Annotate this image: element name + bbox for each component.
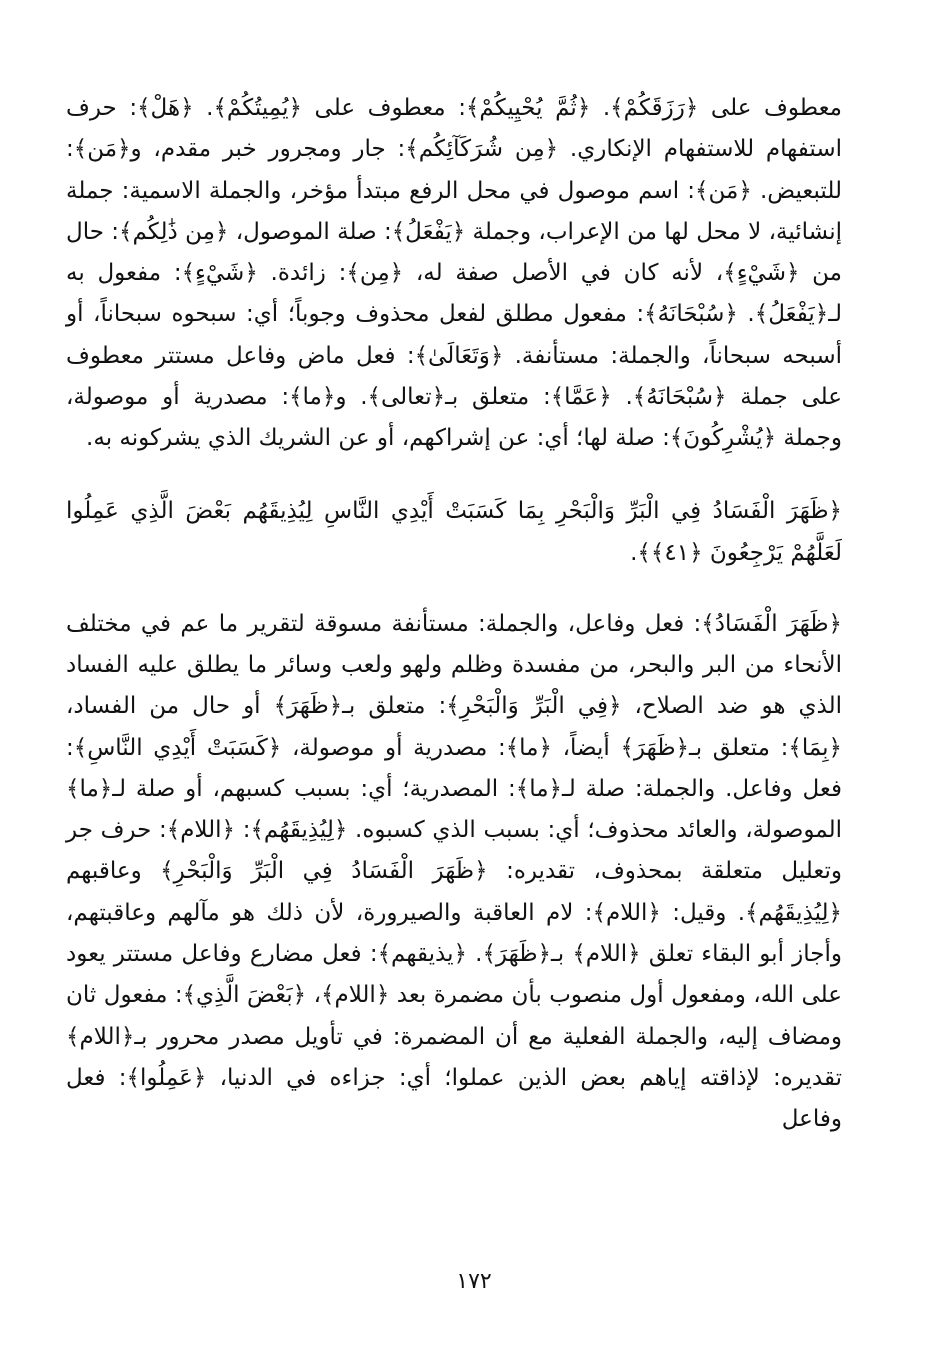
quran-verse: ﴿ظَهَرَ الْفَسَادُ فِي الْبَرِّ وَالْبَحْرِ بِمَا كَسَبَتْ أَيْدِي النَّاسِ لِيُذِيقَهُم بَعْضَ الَّذِي عَمِلُوا لَعَلَّهُمْ يَرْجِعُونَ ﴿٤١﴾﴾. — [66, 497, 842, 566]
paragraph-grammar-analysis-2: ﴿ظَهَرَ الْفَسَادُ﴾: فعل وفاعل، والجملة: مستأنفة مسوقة لتقرير ما عم في مختلف الأنحاء من البر والبحر، من مفسدة وظلم ولهو ولعب وسائر ما يطلق عليه الفساد الذي هو ضد الصلاح، ﴿فِي الْبَرِّ وَالْبَحْرِ﴾: متعلق بـ﴿ظَهَرَ﴾ أو حال من الفساد، ﴿بِمَا﴾: متعلق بـ﴿ظَهَرَ﴾ أيضاً، ﴿ما﴾: مصدرية أو موصولة، ﴿كَسَبَتْ أَيْدِي النَّاسِ﴾: فعل وفاعل. والجملة: صلة لـ﴿ما﴾: المصدرية؛ أي: بسبب كسبهم، أو صلة لـ﴿ما﴾ الموصولة، والعائد محذوف؛ أي: بسبب الذي كسبوه. ﴿لِيُذِيقَهُم﴾: ﴿اللام﴾: حرف جر وتعليل متعلقة بمحذوف، تقديره: ﴿ظَهَرَ الْفَسَادُ فِي الْبَرِّ وَالْبَحْرِ﴾ وعاقبهم ﴿لِيُذِيقَهُم﴾. وقيل: ﴿اللام﴾: لام العاقبة والصيرورة، لأن ذلك هو مآلهم وعاقبتهم، وأجاز أبو البقاء تعلق ﴿اللام﴾ بـ﴿ظَهَرَ﴾. ﴿يذيقهم﴾: فعل مضارع وفاعل مستتر يعود على الله، ومفعول أول منصوب بأن مضمرة بعد ﴿اللام﴾، ﴿بَعْضَ الَّذِي﴾: مفعول ثان ومضاف إليه، والجملة الفعلية مع أن المضمرة: في تأويل مصدر محرور بـ﴿اللام﴾ تقديره: لإذاقته إياهم بعض الذين عملوا؛ أي: جزاءه في الدنيا، ﴿عَمِلُوا﴾: فعل وفاعل — [66, 610, 842, 1133]
page-body — [66, 88, 842, 1141]
page-number: ١٧٢ — [456, 1269, 492, 1294]
paragraph-grammar-analysis-1: معطوف على ﴿رَزَقَكُمْ﴾. ﴿ثُمَّ يُحْيِيكُمْ﴾: معطوف على ﴿يُمِيتُكُمْ﴾. ﴿هَلْ﴾: حرف استفهام للاستفهام الإنكاري. ﴿مِن شُرَكَآئِكُم﴾: جار ومجرور خبر مقدم، و﴿مَن﴾: للتبعيض. ﴿مَن﴾: اسم موصول في محل الرفع مبتدأ مؤخر، والجملة الاسمية: جملة إنشائية، لا محل لها من الإعراب، وجملة ﴿يَفْعَلُ﴾: صلة الموصول، ﴿مِن ذَٰلِكُم﴾: حال من ﴿شَيْءٍ﴾، لأنه كان في الأصل صفة له، ﴿مِن﴾: زائدة. ﴿شَيْءٍ﴾: مفعول به لـ﴿يَفْعَلُ﴾. ﴿سُبْحَانَهُ﴾: مفعول مطلق لفعل محذوف وجوباً؛ أي: سبحوه سبحاناً، أو أسبحه سبحاناً، والجملة: مستأنفة. ﴿وَتَعَالَىٰ﴾: فعل ماض وفاعل مستتر معطوف على جملة ﴿سُبْحَانَهُ﴾. ﴿عَمَّا﴾: متعلق بـ﴿تعالى﴾. و﴿ما﴾: مصدرية أو موصولة، وجملة ﴿يُشْرِكُونَ﴾: صلة لها؛ أي: عن إشراكهم، أو عن الشريك الذي يشركونه به. — [66, 95, 842, 452]
